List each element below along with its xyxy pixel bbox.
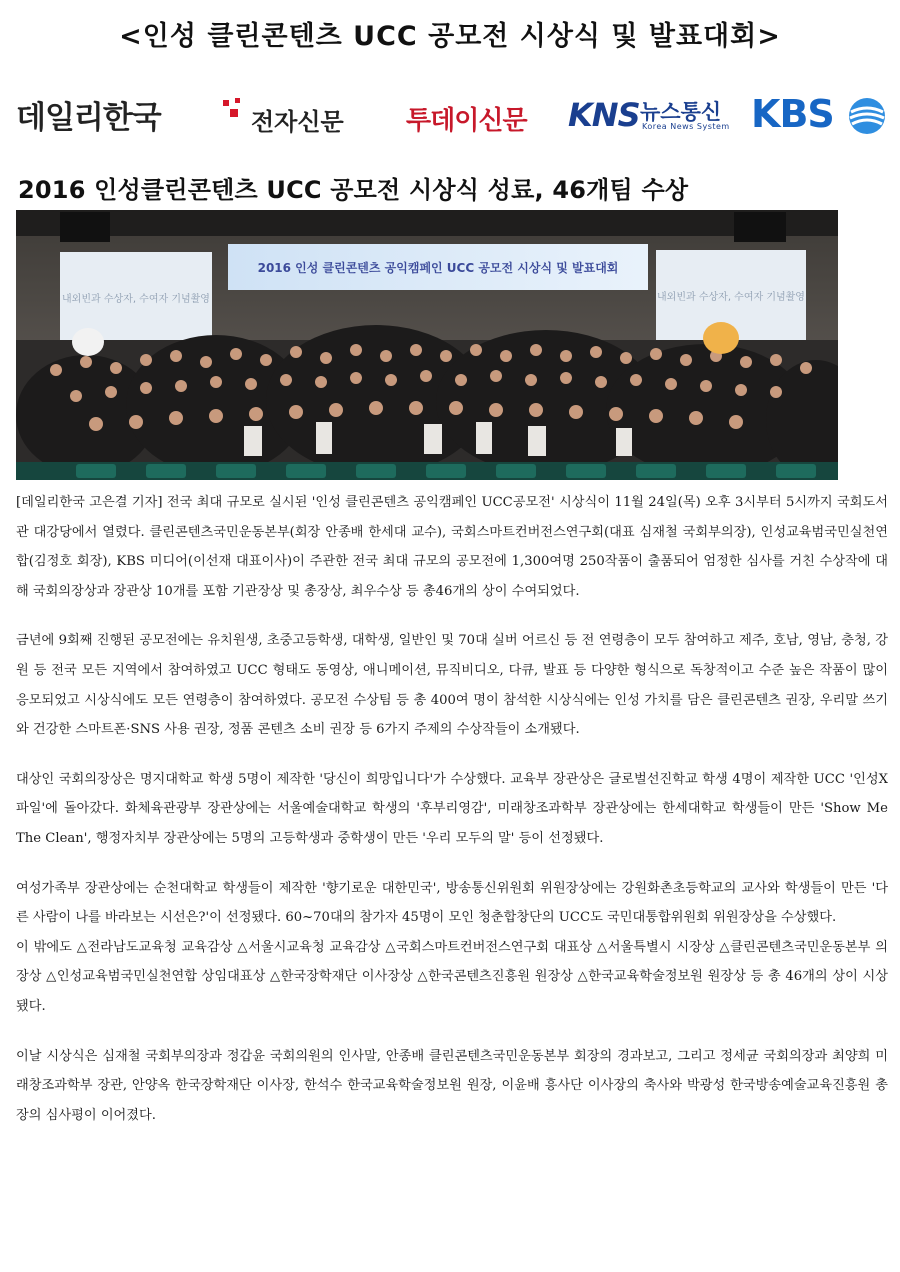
etnews-wordmark: 전자신문 <box>251 108 344 136</box>
today-shinmun-logo: 투데이신문 <box>406 106 527 136</box>
kbs-globe-icon <box>847 96 887 136</box>
article-headline: 2016 인성클린콘텐츠 UCC 공모전 시상식 성료, 46개팀 수상 <box>18 176 689 204</box>
article-paragraph: 금년에 9회째 진행된 공모전에는 유치원생, 초중고등학생, 대학생, 일반인 및 70대 실버 어르신 등 전 연령층이 모두 참여하고 제주, 호남, 영남, 충청, 강원 등 전국 모든 지역에서 참여하였고 UCC 형태도 동영상, 애니메이션, 뮤직비디오, 다큐, 발표 등 다양한 형식으로 독창적이고 수준 높은 작품이 많이 응모되었고 시상식에도 모든 연령층이 참여하였다. 공모전 수상팀 등 총 400여 명이 참석한 시상식에는 인성 가치를 담은 클린콘텐츠 권장, 우리말 쓰기와 건강한 스마트폰·SNS 사용 권장, 정품 콘텐츠 소비 권장 등 6가지 주제의 수상작들이 소개됐다. <box>16 633 888 738</box>
article-paragraph: 이날 시상식은 심재철 국회부의장과 정갑윤 국회의원의 인사말, 안종배 클린콘텐츠국민운동본부 회장의 경과보고, 그리고 정세균 국회의장과 최양희 미래창조과학부 장관, 안양옥 한국장학재단 이사장, 한석수 한국교육학술정보원 원장, 이윤배 흥사단 이사장의 축사와 박광성 한국방송예술교육진흥원 총장의 심사평이 이어졌다. <box>16 1048 888 1123</box>
kns-english-name: Korea News System <box>642 122 730 131</box>
article-paragraph: 대상인 국회의장상은 명지대학교 학생 5명이 제작한 '당신이 희망입니다'가 수상했다. 교육부 장관상은 글로벌선진학교 학생 4명이 제작한 UCC '인성X파일'에 돌아갔다. 화체육관광부 장관상에는 서울예술대학교 학생의 '후부리영감', 미래창조과학부 장관상에는 한세대학교 학생들이 만든 'Show Me The Clean', 행정자치부 장관상에는 5명의 고등학생과 중학생이 만든 '우리 모두의 말' 등이 선정됐다. <box>16 771 888 846</box>
ceremony-group-photo <box>16 210 838 480</box>
article-paragraph: [데일리한국 고은결 기자] 전국 최대 규모로 실시된 '인성 클린콘텐츠 공익캠페인 UCC공모전' 시상식이 11월 24일(목) 오후 3시부터 5시까지 국회도서관 대강당에서 열렸다. 클린콘텐츠국민운동본부(회장 안종배 한세대 교수), 국회스마트컨버전스연구회(대표 심재철 국회부의장), 인성교육범국민실천연합(김정호 회장), KBS 미디어(이선재 대표이사)이 주관한 전국 최대 규모의 공모전에 1,300여명 250작품이 출품되어 엄정한 심사를 거친 수상작에 대해 국회의장상과 장관상 10개를 포함 기관장상 및 총장상, 최우수상 등 총46개의 상이 수여되었다. <box>16 495 888 599</box>
group-photo-illustration <box>16 210 838 480</box>
daily-hankook-logo: 데일리한국 <box>16 100 161 136</box>
article-body <box>16 488 888 1150</box>
left-screen-text: 내외빈과 수상자, 수여자 기념촬영 <box>62 294 210 305</box>
kbs-wordmark: KBS <box>751 92 834 136</box>
kns-wordmark: KNS <box>568 96 640 134</box>
article-paragraph: 여성가족부 장관상에는 순천대학교 학생들이 제작한 '향기로운 대한민국', 방송통신위원회 위원장상에는 강원화촌초등학교의 교사와 학생들이 만든 '다른 사람이 나를 바라보는 시선은?'이 선정됐다. 60~70대의 참가자 45명이 모인 청춘합창단의 UCC도 국민대통합위원회 위원장상을 수상했다. <box>16 880 888 926</box>
right-screen-text: 내외빈과 수상자, 수여자 기념촬영 <box>657 292 805 303</box>
article-paragraph: 이 밖에도 △전라남도교육청 교육감상 △서울시교육청 교육감상 △국회스마트컨버전스연구회 대표상 △서울특별시 시장상 △클린콘텐츠국민운동본부 의장상 △인성교육범국민실천연합 상임대표상 △한국장학재단 이사장상 △한국콘텐츠진흥원 원장상 △한국교육학술정보원 원장상 등 총 46개의 상이 시상됐다. <box>16 939 888 1014</box>
etnews-mark-icon <box>221 96 251 122</box>
media-logos <box>16 86 886 142</box>
kns-korean-name: 뉴스통신 <box>640 100 722 124</box>
stage-banner-text: 2016 인성 클린콘텐츠 공익캠페인 UCC 공모전 시상식 및 발표대회 <box>257 261 619 275</box>
page-title: <인성 클린콘텐츠 UCC 공모전 시상식 및 발표대회> <box>119 21 781 52</box>
